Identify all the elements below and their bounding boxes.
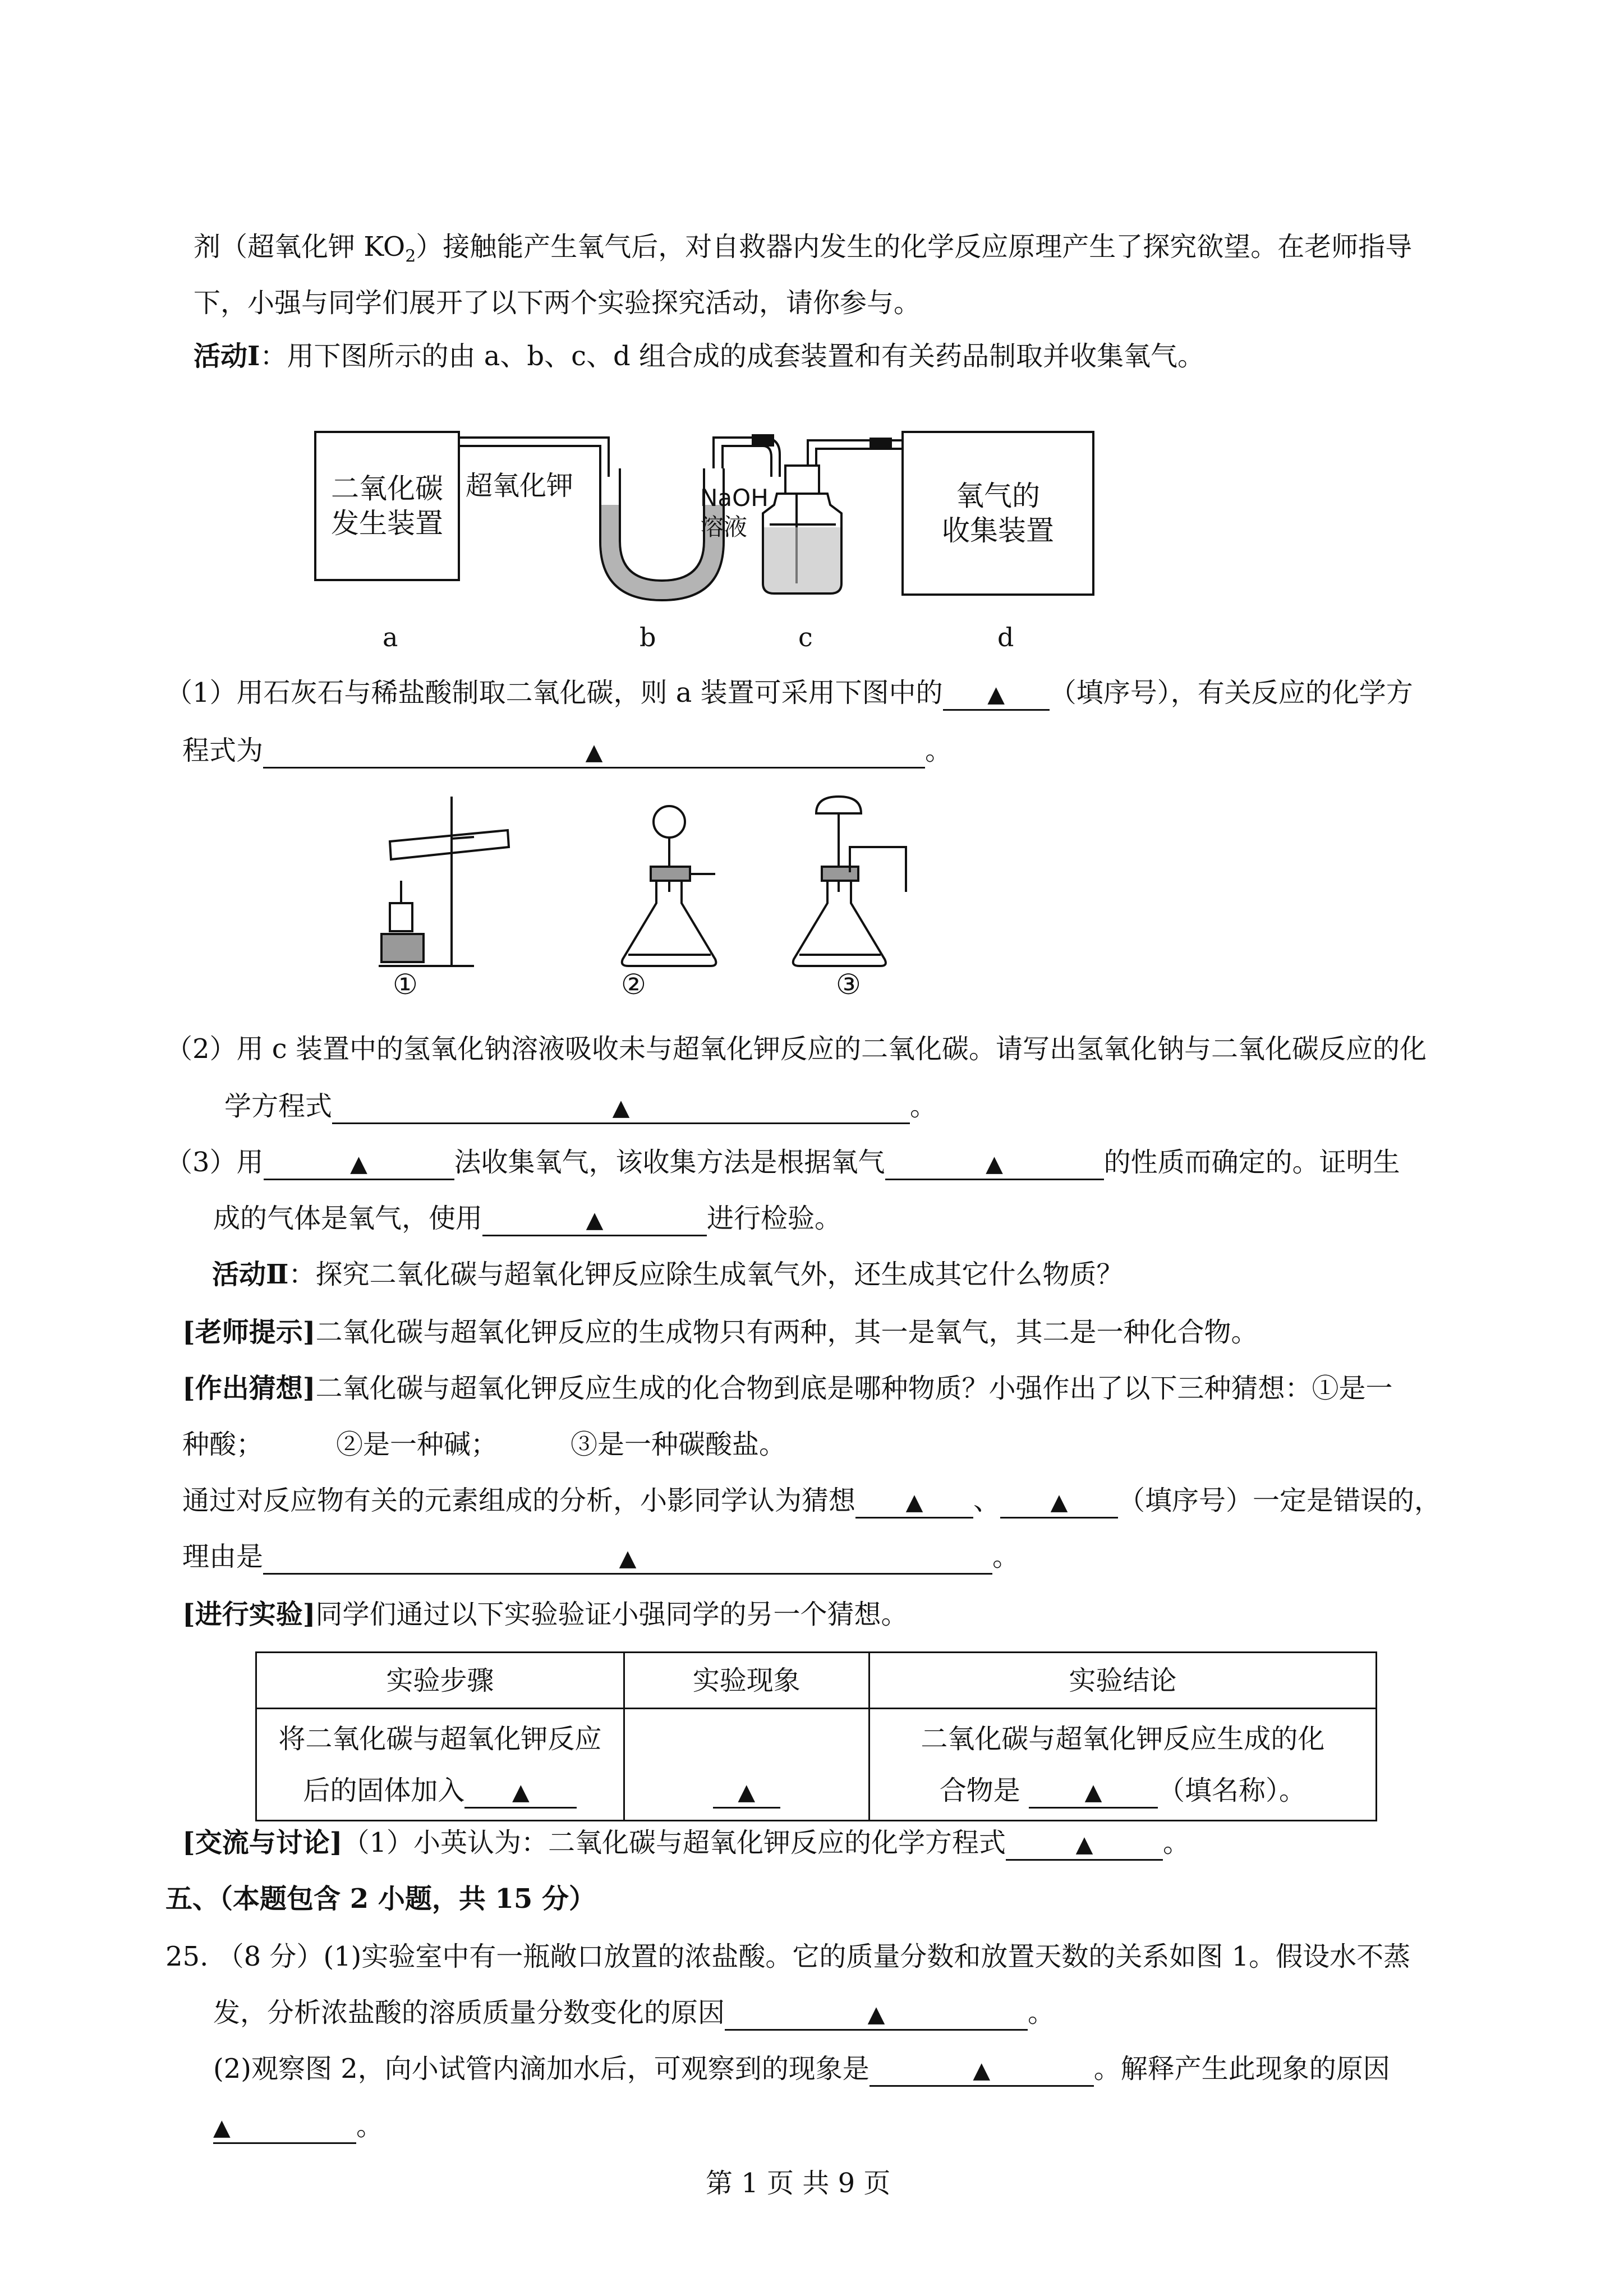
analysis-line-1: 通过对反应物有关的元素组成的分析，小影同学认为猜想 ▲ 、 ▲ （填序号）一定是错误的，: [182, 1484, 1441, 1519]
q1-line-2: 程式为 ▲ 。: [182, 734, 952, 769]
activity1-line: 活动Ⅰ：用下图所示的由 a、b、c、d 组合成的成套装置和有关药品制取并收集氧气。: [194, 341, 1204, 372]
table-row: [256, 1709, 1377, 1821]
label-b: b: [640, 622, 656, 652]
activity2-line: 活动Ⅱ：探究二氧化碳与超氧化钾反应除生成氧气外，还生成其它什么物质？: [212, 1259, 1124, 1290]
header-phenomena: 实验现象: [624, 1653, 869, 1709]
answer-blank[interactable]: ▲: [263, 1542, 992, 1575]
label-d: d: [997, 622, 1014, 652]
label-c: c: [798, 622, 813, 652]
setups-diagram: [367, 791, 928, 976]
o2-collector-box: 氧气的 收集装置: [901, 431, 1094, 596]
discuss-line: [交流与讨论]（1）小英认为：二氧化碳与超氧化钾反应的化学方程式 ▲ 。: [182, 1826, 1190, 1861]
q25-line-1: 25. （8 分）(1)实验室中有一瓶敞口放置的浓盐酸。它的质量分数和放置天数的关系如图 1。假设水不蒸: [165, 1941, 1411, 1972]
guess-line-2: 种酸； ②是一种碱； ③是一种碳酸盐。: [182, 1429, 786, 1460]
answer-blank[interactable]: ▲: [263, 736, 925, 769]
answer-blank[interactable]: ▲: [943, 678, 1050, 711]
answer-blank[interactable]: ▲: [264, 1148, 454, 1180]
answer-blank[interactable]: ▲: [464, 1776, 577, 1809]
analysis-line-2: 理由是 ▲ 。: [182, 1540, 1019, 1575]
table-header-row: [256, 1653, 1377, 1709]
activity2-label: 活动Ⅱ: [212, 1259, 289, 1290]
answer-blank[interactable]: ▲: [1000, 1486, 1118, 1519]
intro-line-1: 剂（超氧化钾 $KO_2$）接触能产生氧气后，对自救器内发生的化学反应原理产生了探究欲望。在老师指导: [194, 231, 1413, 266]
answer-blank[interactable]: ▲: [1006, 1828, 1163, 1861]
q25-line-4: ▲ 。: [213, 2109, 383, 2144]
answer-blank[interactable]: ▲: [855, 1486, 973, 1519]
setup-2-label: ②: [621, 968, 646, 1001]
cell-phenomena: [624, 1709, 869, 1821]
q2-line-1: （2）用 c 装置中的氢氧化钠溶液吸收未与超氧化钾反应的二氧化碳。请写出氢氧化钠与二氧化碳反应的化: [165, 1033, 1427, 1065]
q25-line-3: (2)观察图 2，向小试管内滴加水后，可观察到的现象是 ▲ 。解释产生此现象的原因: [213, 2052, 1390, 2087]
reagent-b-label: 超氧化钾: [466, 470, 574, 501]
answer-blank[interactable]: ▲: [885, 1148, 1104, 1180]
q3-line-2: 成的气体是氧气，使用 ▲ 进行检验。: [213, 1202, 841, 1236]
cell-steps: 将二氧化碳与超氧化钾反应 后的固体加入 ▲: [256, 1709, 624, 1821]
answer-blank[interactable]: ▲: [725, 1998, 1028, 2031]
q3-line-1: （3）用 ▲ 法收集氧气，该收集方法是根据氧气 ▲ 的性质而确定的。证明生: [165, 1145, 1400, 1180]
experiment-table: [255, 1651, 1377, 1821]
header-steps: 实验步骤: [256, 1653, 624, 1709]
answer-blank[interactable]: ▲: [869, 2054, 1094, 2087]
guess-line-1: [作出猜想]二氧化碳与超氧化钾反应生成的化合物到底是哪种物质？小强作出了以下三种猜想：①是一: [182, 1373, 1393, 1404]
setup-1-label: ①: [393, 968, 418, 1001]
answer-blank[interactable]: ▲: [482, 1204, 707, 1236]
reagent-c-label: NaOH 溶液: [700, 484, 769, 541]
co2-generator-box: 二氧化碳 发生装置: [314, 431, 460, 581]
page-footer: 第 1 页 共 9 页: [706, 2168, 891, 2199]
answer-blank[interactable]: ▲: [213, 2111, 356, 2144]
intro-line-2: 下，小强与同学们展开了以下两个实验探究活动，请你参与。: [194, 287, 921, 319]
label-a: a: [383, 622, 398, 652]
header-conclusion: 实验结论: [869, 1653, 1376, 1709]
activity1-label: 活动Ⅰ: [194, 341, 260, 372]
q25-line-2: 发，分析浓盐酸的溶质质量分数变化的原因 ▲ 。: [213, 1996, 1055, 2031]
experiment-line: [进行实验]同学们通过以下实验验证小强同学的另一个猜想。: [182, 1599, 908, 1630]
setup-3-label: ③: [836, 968, 861, 1001]
answer-blank[interactable]: ▲: [1029, 1776, 1158, 1809]
answer-blank[interactable]: ▲: [332, 1092, 910, 1124]
section5-heading: 五、（本题包含 2 小题，共 15 分）: [165, 1883, 596, 1915]
q2-line-2: 学方程式 ▲ 。: [224, 1089, 937, 1124]
hint-line: [老师提示]二氧化碳与超氧化钾反应的生成物只有两种，其一是氧气，其二是一种化合物。: [182, 1317, 1258, 1348]
cell-conclusion: 二氧化碳与超氧化钾反应生成的化 合物是 ▲ （填名称）。: [869, 1709, 1376, 1821]
answer-blank[interactable]: ▲: [713, 1776, 780, 1809]
q1-line-1: （1）用石灰石与稀盐酸制取二氧化碳，则 a 装置可采用下图中的 ▲ （填序号），有关反应的化学方: [165, 676, 1413, 711]
